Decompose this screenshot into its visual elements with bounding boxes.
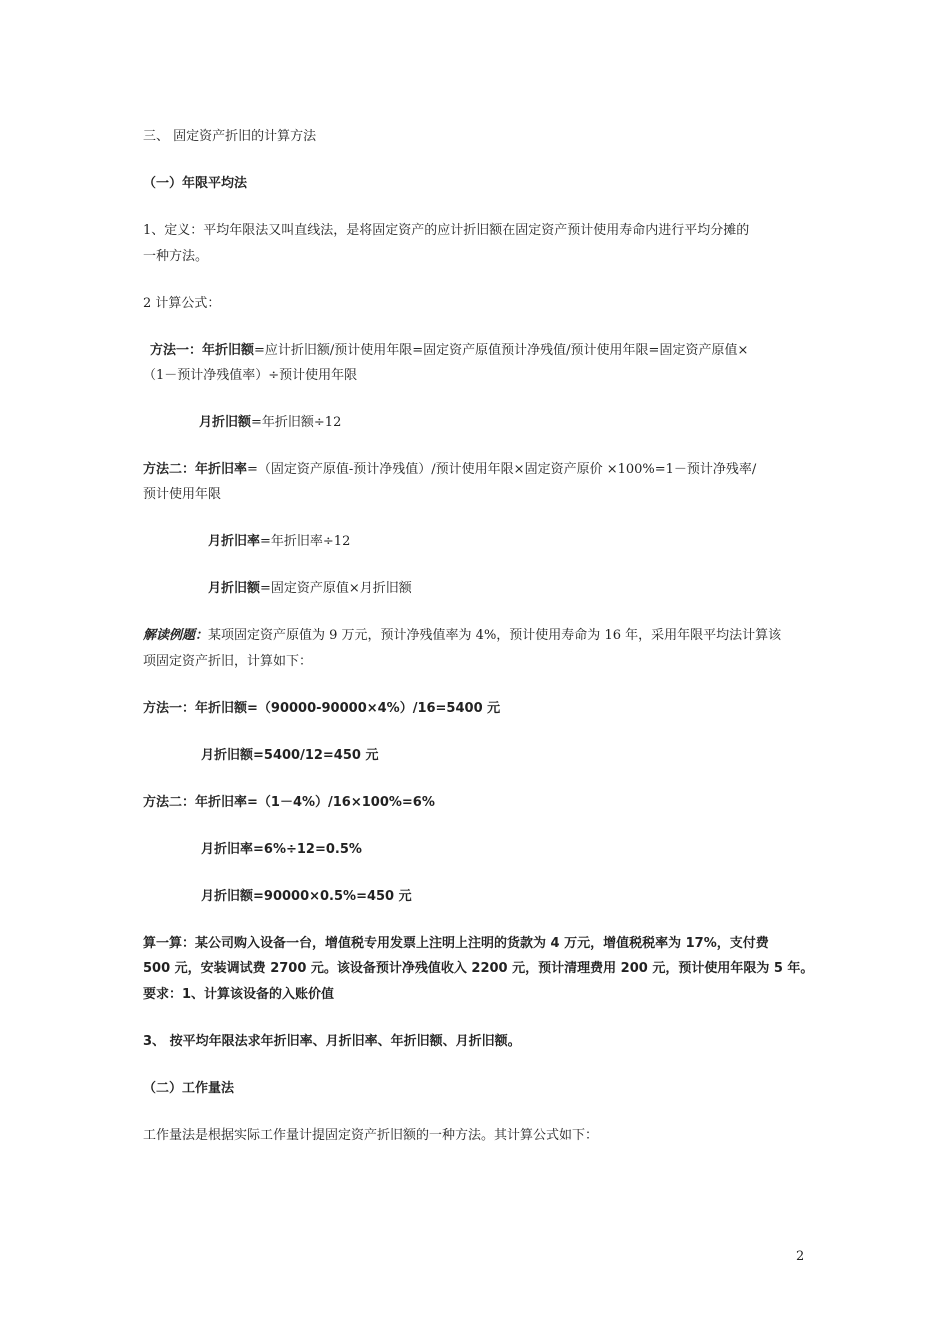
subsection-heading-straight-line: （一）年限平均法: [143, 176, 248, 191]
method-two-monthly-amount: [208, 577, 873, 601]
method-one-text: =应计折旧额/预计使用年限=固定资产原值预计净残值/预计使用年限=固定资产原值×: [254, 343, 749, 358]
method-two-monthly-amount-label: 月折旧额: [208, 581, 261, 596]
method-two-label: 方法二：年折旧率: [143, 462, 248, 477]
method-one-formula-line-2: （1－预计净残值率）÷预计使用年限: [143, 368, 358, 383]
example-method-two-rate: 月折旧率=6%÷12=0.5%: [201, 842, 362, 857]
method-two-monthly-amount-text: =固定资产原值×月折旧额: [260, 581, 412, 596]
subsection-heading-workload: （二）工作量法: [143, 1081, 235, 1096]
exercise-line-3: 要求：1、计算该设备的入账价值: [143, 987, 335, 1002]
example-method-one: 方法一：年折旧额=（90000-90000×4%）/16=5400 元: [143, 701, 501, 716]
method-two-formula: [143, 458, 808, 482]
method-two-text: =（固定资产原值-预计净残值）/预计使用年限×固定资产原价 ×100%=1－预计净残率/: [247, 462, 757, 477]
page-number: 2: [796, 1249, 805, 1264]
method-one-monthly: [199, 411, 864, 435]
method-two-monthly-rate-text: =年折旧率÷12: [260, 534, 351, 549]
formula-heading: 2 计算公式：: [143, 296, 221, 311]
item-three: 3、 按平均年限法求年折旧率、月折旧率、年折旧额、月折旧额。: [143, 1034, 521, 1049]
method-one-monthly-label: 月折旧额: [199, 415, 252, 430]
method-two-formula-line-2: 预计使用年限: [143, 487, 222, 502]
method-one-label: 方法一：年折旧额: [150, 343, 255, 358]
definition-line-1: 1、定义：平均年限法又叫直线法，是将固定资产的应计折旧额在固定资产预计使用寿命内进行平均分摊的: [143, 223, 750, 238]
section-heading: 三、 固定资产折旧的计算方法: [143, 129, 317, 144]
method-two-monthly-rate-label: 月折旧率: [208, 534, 261, 549]
definition-line-2: 一种方法。: [143, 249, 209, 264]
exercise-line-2: 500 元，安装调试费 2700 元。该设备预计净残值收入 2200 元，预计清理费用 200 元，预计使用年限为 5 年。: [143, 961, 814, 976]
example-label: 解读例题：: [143, 628, 209, 643]
exercise-line-1: 算一算：某公司购入设备一台，增值税专用发票上注明上注明的货款为 4 万元，增值税税率为 17%，支付费: [143, 936, 769, 951]
method-one-formula: [150, 339, 815, 363]
method-two-monthly-rate: [208, 530, 873, 554]
example-intro: [143, 624, 808, 648]
example-method-two-amount: 月折旧额=90000×0.5%=450 元: [201, 889, 412, 904]
workload-description: 工作量法是根据实际工作量计提固定资产折旧额的一种方法。其计算公式如下：: [143, 1128, 599, 1143]
example-method-one-monthly: 月折旧额=5400/12=450 元: [201, 748, 379, 763]
method-one-monthly-text: =年折旧额÷12: [251, 415, 342, 430]
example-text: 某项固定资产原值为 9 万元，预计净残值率为 4%，预计使用寿命为 16 年，采用年限平均法计算该: [208, 628, 782, 643]
example-intro-line-2: 项固定资产折旧，计算如下：: [143, 654, 313, 669]
example-method-two: 方法二：年折旧率=（1－4%）/16×100%=6%: [143, 795, 435, 810]
